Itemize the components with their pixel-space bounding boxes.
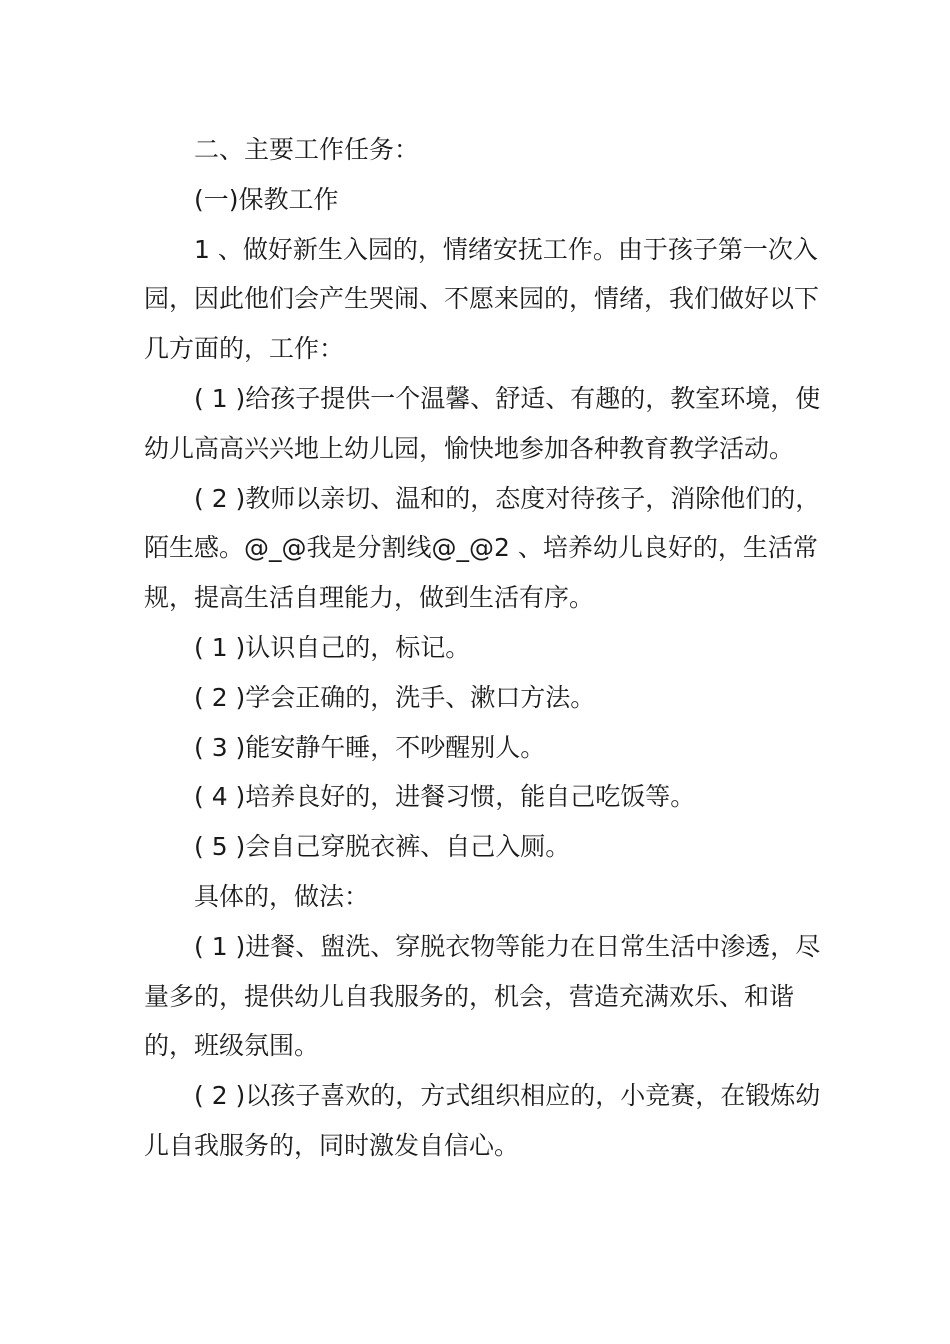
section-heading: 二、主要工作任务：	[194, 135, 420, 164]
method-item: ( 2 )以孩子喜欢的，方式组织相应的，小竞赛，在锻炼幼儿自我服务的，同时激发自信心。	[144, 1081, 821, 1160]
document-body	[144, 125, 824, 1171]
method-heading: 具体的，做法：	[194, 881, 370, 911]
list-item: ( 2 )学会正确的，洗手、漱口方法。	[194, 682, 596, 712]
paragraph-item-1: 1 、做好新生入园的，情绪安抚工作。由于孩子第一次入园，因此他们会产生哭闹、不愿来园的，情绪，我们做好以下几方面的，工作：	[144, 234, 820, 364]
method-item: ( 1 )进餐、盥洗、穿脱衣物等能力在日常生活中渗透，尽量多的，提供幼儿自我服务的，机会，营造充满欢乐、和谐的，班级氛围。	[144, 931, 821, 1061]
list-item: ( 3 )能安静午睡，不吵醒别人。	[194, 732, 546, 762]
list-item: ( 5 )会自己穿脱衣裤、自己入厕。	[194, 832, 571, 862]
paragraph-sub-1: ( 1 )给孩子提供一个温馨、舒适、有趣的，教室环境，使幼儿高高兴兴地上幼儿园，愉快地参加各种教育教学活动。	[144, 383, 821, 463]
subsection-heading: (一)保教工作	[194, 184, 339, 214]
paragraph-sub-2: ( 2 )教师以亲切、温和的，态度对待孩子，消除他们的，陌生感。@_@我是分割线@_@2 、培养幼儿良好的，生活常规，提高生活自理能力，做到生活有序。	[144, 483, 821, 613]
list-item: ( 4 )培养良好的，进餐习惯，能自己吃饭等。	[194, 782, 696, 812]
list-item: ( 1 )认识自己的，标记。	[194, 632, 471, 662]
